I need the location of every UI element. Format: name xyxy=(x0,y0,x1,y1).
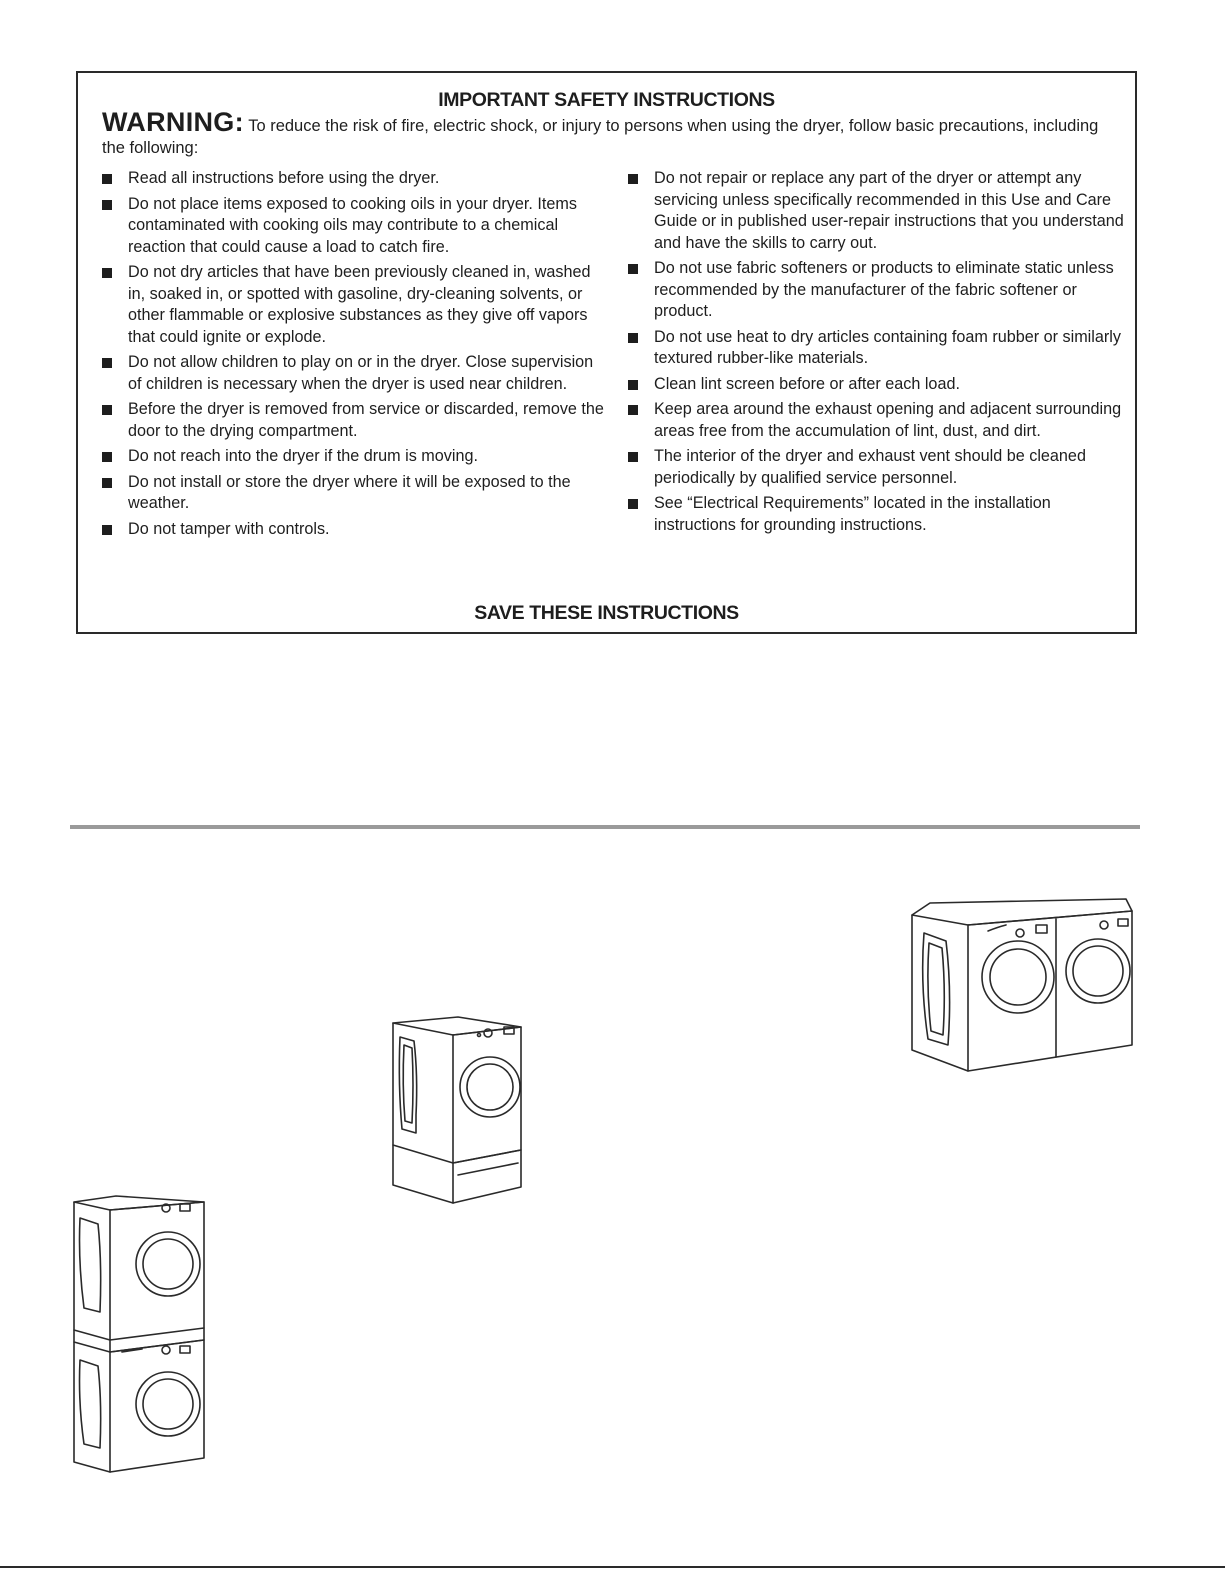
square-bullet-icon xyxy=(102,358,112,368)
list-item: Do not allow children to play on or in the dryer. Close supervision of children is necessary when the dryer is used near children. xyxy=(100,352,610,395)
square-bullet-icon xyxy=(628,405,638,415)
square-bullet-icon xyxy=(102,268,112,278)
list-item: Do not dry articles that have been previously cleaned in, washed in, soaked in, or spotted with gasoline, dry-cleaning solvents, or other flammable or explosive substances as they give off vapors that could ignite or explode. xyxy=(100,262,610,348)
list-item: Do not place items exposed to cooking oils in your dryer. Items contaminated with cooking oils may contribute to a chemical reaction that could cause a load to catch fire. xyxy=(100,194,610,259)
list-item: The interior of the dryer and exhaust vent should be cleaned periodically by qualified service personnel. xyxy=(626,446,1126,489)
square-bullet-icon xyxy=(102,478,112,488)
list-item: Do not use heat to dry articles containing foam rubber or similarly textured rubber-like materials. xyxy=(626,327,1126,370)
dryer-on-pedestal-drawing xyxy=(388,1015,528,1210)
square-bullet-icon xyxy=(628,499,638,509)
list-item: Do not install or store the dryer where it will be exposed to the weather. xyxy=(100,472,610,515)
right-instruction-list xyxy=(626,168,1126,540)
section-divider xyxy=(70,825,1140,829)
page-bottom-rule xyxy=(0,1566,1225,1568)
square-bullet-icon xyxy=(102,200,112,210)
safety-title: IMPORTANT SAFETY INSTRUCTIONS xyxy=(438,89,775,111)
square-bullet-icon xyxy=(102,525,112,535)
list-item: Do not use fabric softeners or products to eliminate static unless recommended by the manufacturer of the fabric softener or product. xyxy=(626,258,1126,323)
list-item: Do not reach into the dryer if the drum is moving. xyxy=(100,446,610,468)
stacked-dryer-washer-drawing xyxy=(70,1192,210,1474)
square-bullet-icon xyxy=(628,333,638,343)
square-bullet-icon xyxy=(102,452,112,462)
list-item: See “Electrical Requirements” located in the installation instructions for grounding instructions. xyxy=(626,493,1126,536)
left-instruction-list xyxy=(100,168,610,544)
list-item: Read all instructions before using the dryer. xyxy=(100,168,610,190)
warning-statement xyxy=(102,107,1122,159)
dryer-on-pedestal-illustration xyxy=(388,1015,528,1210)
washer-dryer-pair-illustration xyxy=(908,895,1136,1075)
square-bullet-icon xyxy=(628,174,638,184)
list-item: Do not tamper with controls. xyxy=(100,519,610,541)
square-bullet-icon xyxy=(628,264,638,274)
list-item: Before the dryer is removed from service or discarded, remove the door to the drying compartment. xyxy=(100,399,610,442)
list-item: Keep area around the exhaust opening and adjacent surrounding areas free from the accumulation of lint, dust, and dirt. xyxy=(626,399,1126,442)
save-instructions-footer: SAVE THESE INSTRUCTIONS xyxy=(474,602,739,624)
stacked-dryer-washer-illustration xyxy=(70,1192,210,1474)
square-bullet-icon xyxy=(628,380,638,390)
warning-text: To reduce the risk of fire, electric shock, or injury to persons when using the dryer, follow basic precautions, including the following: xyxy=(102,117,1099,157)
safety-instructions-box xyxy=(76,71,1137,634)
square-bullet-icon xyxy=(102,174,112,184)
list-item: Clean lint screen before or after each load. xyxy=(626,374,1126,396)
square-bullet-icon xyxy=(628,452,638,462)
warning-label: WARNING: xyxy=(102,107,244,137)
washer-dryer-pair-drawing xyxy=(908,895,1136,1075)
list-item: Do not repair or replace any part of the dryer or attempt any servicing unless specifically recommended in this Use and Care Guide or in published user-repair instructions that you understand and have the skills to carry out. xyxy=(626,168,1126,254)
square-bullet-icon xyxy=(102,405,112,415)
